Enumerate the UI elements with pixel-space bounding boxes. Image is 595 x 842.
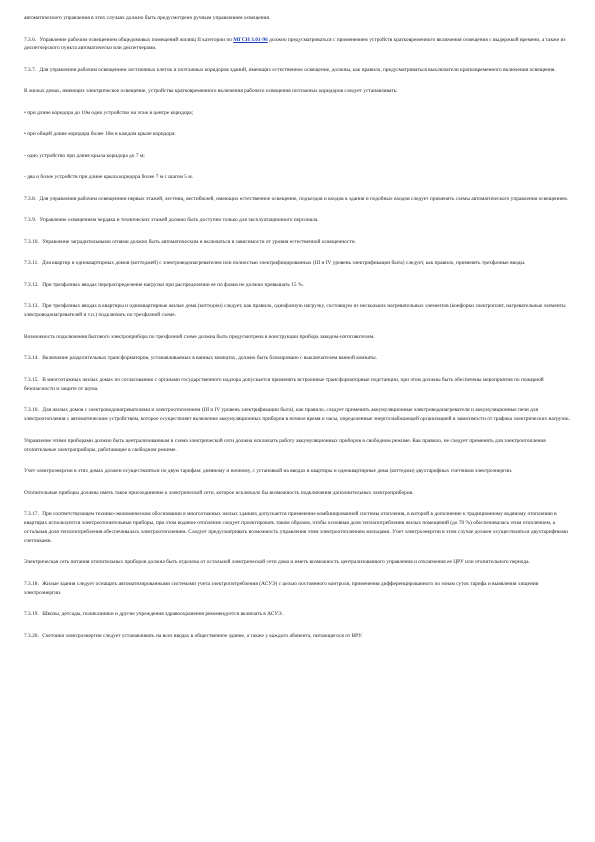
- list-item-text: • при общей длине коридора более 10м в каждом крыле коридора:: [24, 131, 176, 138]
- paragraph-text: В многоэтажных жилых домах по согласованию с органами государственного надзора допускается применять встроенные трансформаторные подстанции, при этом должны быть обеспечены мероприятия по пожарной безопасности и защите от шума.: [24, 376, 544, 392]
- paragraph-text: Учет электроэнергии в этих домах должен осуществляться по двум тарифам: дневному и ночному, с установкой на вводах в квартиры и одноквартирные дома (коттеджи) двухтарифных счетчиков электроэнергии.: [24, 468, 513, 475]
- paragraph: [24, 558, 573, 567]
- paragraph-text: При трехфазных вводах перераспределение нагрузки при распределении ее по фазам не должно превышать 15 %.: [42, 281, 304, 288]
- clause-number: 7.3.11.: [24, 260, 39, 267]
- list-item-text: - одно устройство при длине крыла коридора до 7 м;: [24, 152, 145, 159]
- paragraph-text: Управление этими приборами должно быть централизованным и схема электрической сети должна исключать работу аккумуляционных приборов в свободном режиме. Как правило, не следует применять для электроотопления отопительные электроприборы, работающие в свободном режиме.: [24, 437, 546, 453]
- paragraph-text: Возможность подключения бытового электроприбора по трехфазной схеме должна быть предусмотрена в конструкции прибора заводом-изготовителем.: [24, 333, 375, 340]
- paragraph-text: Отопительные приборы должны иметь такое присоединение к электрической сети, которое исключало бы возможность подключения дополнительных электроприборов.: [24, 489, 414, 496]
- list-item: [24, 152, 573, 161]
- paragraph-text: Жилые здания следует оснащать автоматизированными системами учета электропотребления (АСУЭ) с целью постоянного контроля, применения дифференцированного по зонам суток тарифа и выявления хищения электроэнергии.: [24, 580, 539, 596]
- paragraph-7-3-17: [24, 510, 573, 546]
- clause-number: 7.3.13.: [24, 303, 39, 310]
- list-item-text: - два и более устройств при длине крыла коридора более 7 м с шагом 5 м.: [24, 174, 194, 181]
- paragraph-7-3-10: [24, 238, 573, 247]
- paragraph-7-3-14: [24, 354, 573, 363]
- clause-number: 7.3.8.: [24, 195, 37, 202]
- paragraph-7-3-16: [24, 406, 573, 424]
- mgsn-document-link[interactable]: МГСН 3.01-96: [233, 36, 268, 43]
- clause-number: 7.3.7.: [24, 66, 37, 73]
- paragraph: [24, 333, 573, 342]
- paragraph-7-3-19: [24, 610, 573, 619]
- paragraph-7-3-6: [24, 36, 573, 54]
- paragraph-text-tail: должно предусматриваться с применением устройств кратковременного включения освещения с выдержкой времени, а также из диспетчерского пункта автоматически или диспетчерами.: [24, 36, 566, 52]
- paragraph-text: автоматического управления в этих случаях должно быть предусмотрено ручным управлением освещения.: [24, 15, 271, 21]
- paragraph-text: При соответствующем технико-экономическом обосновании в многоэтажных жилых зданиях допускается применение комбинированной системы отопления, в которой в дополнение к традиционному водяному отоплению в квартирах используются электроотопительные приборы, при этом водяное отопление следует проектировать таким образом, чтобы основная доля теплопотребления жилых помещений (до 70 %) обеспечивалась этим отоплением, а остальная доля теплопотребления обеспечивалась электроотоплением. Следует предусматривать возможность управления этим электроотоплением жильцами. Учет электроэнергии в этом случае должен осуществляться двухтарифными счетчиками.: [24, 511, 568, 544]
- paragraph: [24, 87, 573, 96]
- paragraph-7-3-11: [24, 259, 573, 268]
- paragraph: [24, 14, 573, 23]
- clause-number: 7.3.19.: [24, 611, 39, 618]
- paragraph-7-3-7: [24, 66, 573, 75]
- paragraph-text: При трехфазных вводах в квартиры и одноквартирные жилые дома (коттеджи) следует, как правило, однофазную нагрузку, состоящую из нескольких нагревательных элементов (конфорки электроплит, нагревательные элементы электроводонагревателей и т.п.) подключать по трехфазной схеме.: [24, 303, 566, 319]
- paragraph-text: Управление освещением чердака и технических этажей должно быть доступно только для эксплуатационного персонала.: [39, 217, 319, 224]
- paragraph: [24, 437, 573, 455]
- paragraph-text: Для управления рабочим освещением лестничных клеток и поэтажных коридоров зданий, имеющих естественное освещение, должны, как правило, предусматриваться выключатели кратковременного включения освещения.: [39, 66, 556, 73]
- paragraph-text: Счетчики электроэнергии следует устанавливать на всех вводах в общественное здание, а также у каждого абонента, питающегося от ВРУ.: [42, 632, 363, 639]
- clause-number: 7.3.20.: [24, 632, 39, 639]
- paragraph: [24, 489, 573, 498]
- document-body: [24, 14, 573, 653]
- paragraph-7-3-8: [24, 195, 573, 204]
- paragraph-7-3-15: [24, 376, 573, 394]
- paragraph-text: В жилых домах, имеющих электрическое освещение, устройства кратковременного включения рабочего освещения поэтажных коридоров следует устанавливать:: [24, 88, 398, 95]
- paragraph-text: Для жилых домов с электроводонагревателями и электроотоплением (III и IV уровень электрификации быта), как правило, следует применять аккумуляционные электроводонагреватели и аккумуляционные печи для электроотопления с автоматическим устройством, которое осуществляет включение аккумуляционных приборов в ночное время и часы, определенные энергоснабжающей организацией в зависимости от графика электрических нагрузок.: [24, 407, 571, 423]
- list-item: [24, 173, 573, 182]
- clause-number: 7.3.14.: [24, 355, 39, 362]
- paragraph-text: Управление рабочим освещением общедомовых помещений жилищ II категории по: [39, 36, 232, 43]
- paragraph-text: Электрическая сеть питания отопительных приборов должна быть отделена от остальной электрической сети дома и иметь возможность централизованного управления и отключения ее ЦРУ или отопительного периода.: [24, 559, 530, 566]
- paragraph-text: Школы, детсады, поликлиники и другие учреждения здравоохранения рекомендуется включать в АСУЭ.: [42, 611, 283, 618]
- paragraph-text: Для квартир и одноквартирных домов (коттеджей) с электроводонагревателем или полностью электрифицированных (III и IV уровень электрификации быта) следует, как правило, применять трехфазные вводы.: [41, 260, 526, 267]
- clause-number: 7.3.6.: [24, 36, 37, 43]
- paragraph-7-3-13: [24, 302, 573, 320]
- clause-number: 7.3.12.: [24, 281, 39, 288]
- clause-number: 7.3.9.: [24, 217, 37, 224]
- list-item: [24, 109, 573, 118]
- paragraph-7-3-9: [24, 216, 573, 225]
- clause-number: 7.3.10.: [24, 238, 39, 245]
- clause-number: 7.3.18.: [24, 580, 39, 587]
- clause-number: 7.3.15.: [24, 376, 39, 383]
- list-item: [24, 130, 573, 139]
- clause-number: 7.3.16.: [24, 407, 39, 414]
- list-item-text: • при длине коридора до 10м одно устройство на этаж в центре коридора;: [24, 109, 194, 116]
- paragraph-text: Включение разделительных трансформаторов, устанавливаемых в ванных комнатах, должно быть блокировано с выключателем ванной комнаты.: [42, 355, 378, 362]
- paragraph-7-3-12: [24, 281, 573, 290]
- paragraph-text: Управление заградительными огнями должно быть автоматическим и включаться в зависимости от уровня естественной освещенности.: [42, 238, 356, 245]
- clause-number: 7.3.17.: [24, 511, 39, 518]
- paragraph: [24, 467, 573, 476]
- paragraph-text: Для управления рабочим освещением первых этажей, лестниц, вестибюлей, имеющих естественное освещение, подъездов и входов в здания и подобных входов следует применять схемы автоматического управления освещением.: [39, 195, 569, 202]
- paragraph-7-3-20: [24, 632, 573, 641]
- paragraph-7-3-18: [24, 580, 573, 598]
